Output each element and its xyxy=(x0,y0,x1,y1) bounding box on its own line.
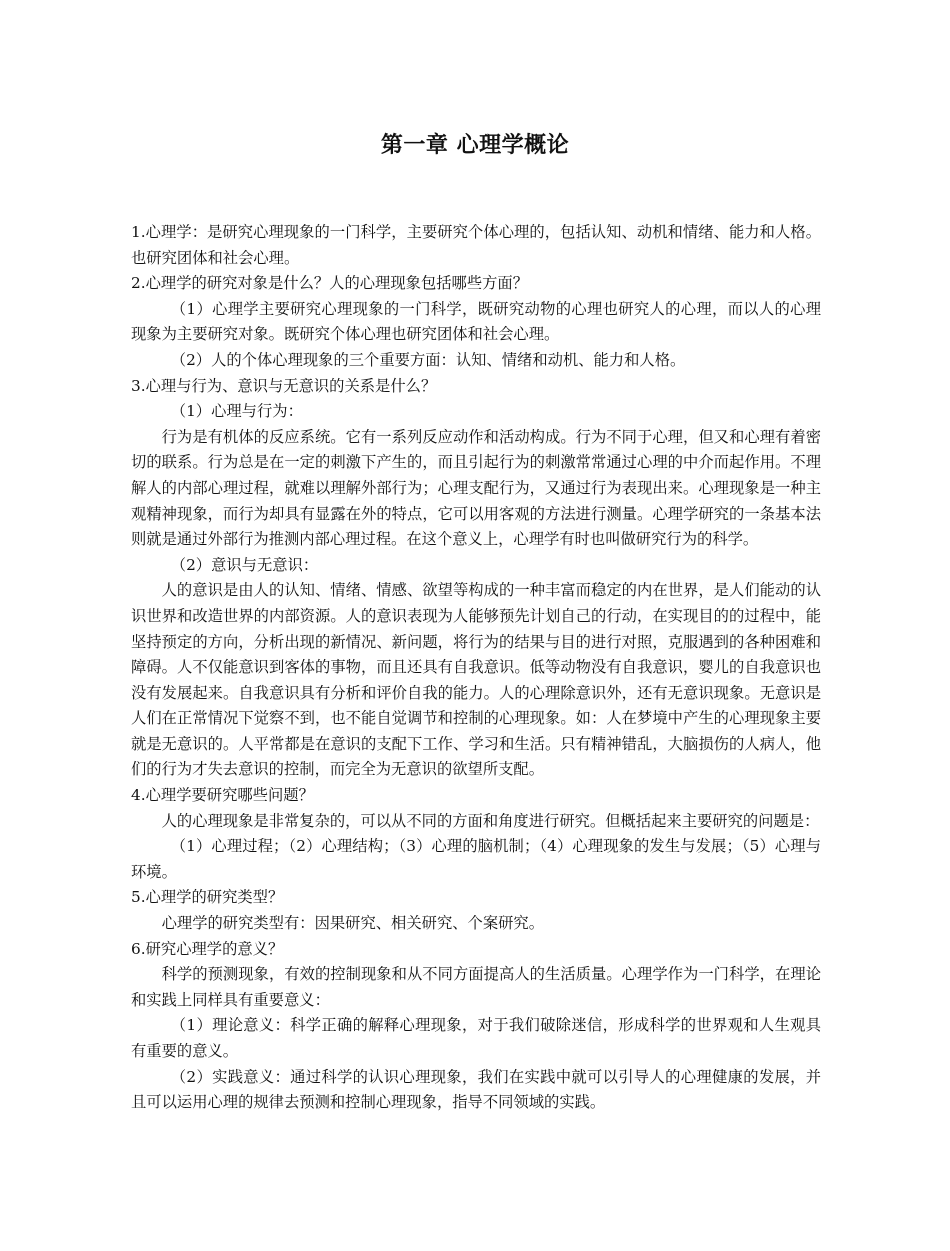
paragraph-consciousness: 人的意识是由人的认知、情绪、情感、欲望等构成的一种丰富而稳定的内在世界，是人们能动的认识世界和改造世界的内部资源。人的意识表现为人能够预先计划自己的行动，在实现目的的过程中，能坚持预定的方向，分析出现的新情况、新问题，将行为的结果与目的进行对照，克服遇到的各种困难和障碍。人不仅能意识到客体的事物，而且还具有自我意识。低等动物没有自我意识，婴儿的自我意识也没有发展起来。自我意识具有分析和评价自我的能力。人的心理除意识外，还有无意识现象。无意识是人们在正常情况下觉察不到，也不能自觉调节和控制的心理现象。如：人在梦境中产生的心理现象主要就是无意识的。人平常都是在意识的支配下工作、学习和生活。只有精神错乱，大脑损伤的人病人，他们的行为才失去意识的控制，而完全为无意识的欲望所支配。 xyxy=(131,581,821,779)
paragraph-mind-behavior: 行为是有机体的反应系统。它有一系列反应动作和活动构成。行为不同于心理，但又和心理有着密切的联系。行为总是在一定的刺激下产生的，而且引起行为的刺激常常通过心理的中介而起作用。不理解人的内部心理过程，就难以理解外部行为；心理支配行为，又通过行为表现出来。心理现象是一种主观精神现象，而行为却具有显露在外的特点，它可以用客观的方法进行测量。心理学研究的一条基本法则就是通过外部行为推测内部心理过程。在这个意义上，心理学有时也叫做研究行为的科学。 xyxy=(131,427,821,549)
question-3-heading: 3.心理与行为、意识与无意识的关系是什么？ xyxy=(131,376,437,395)
paragraph-definition: 1.心理学：是研究心理现象的一门科学，主要研究个体心理的，包括认知、动机和情绪、能力和人格。也研究团体和社会心理。 xyxy=(131,223,821,267)
answer-2-point-1: （1）心理学主要研究心理现象的一门科学，既研究动物的心理也研究人的心理，而以人的心理现象为主要研究对象。既研究个体心理也研究团体和社会心理。 xyxy=(131,299,821,344)
list-research-problems: （1）心理过程；（2）心理结构；（3）心理的脑机制；（4）心理现象的发生与发展；（5）心理与环境。 xyxy=(131,837,821,881)
answer-2-point-2: （2）人的个体心理现象的三个重要方面：认知、情绪和动机、能力和人格。 xyxy=(170,350,686,369)
question-5-heading: 5.心理学的研究类型？ xyxy=(131,888,284,907)
question-4-heading: 4.心理学要研究哪些问题？ xyxy=(131,786,314,805)
subheading-mind-behavior: （1）心理与行为： xyxy=(170,402,303,421)
subheading-consciousness: （2）意识与无意识： xyxy=(170,555,319,574)
paragraph-significance: 科学的预测现象，有效的控制现象和从不同方面提高人的生活质量。心理学作为一门科学，在理论和实践上同样具有重要意义： xyxy=(131,965,821,1009)
paragraph-research-problems: 人的心理现象是非常复杂的，可以从不同的方面和角度进行研究。但概括起来主要研究的问题是： xyxy=(161,811,820,830)
question-2-heading: 2.心理学的研究对象是什么？人的心理现象包括哪些方面？ xyxy=(131,274,529,293)
significance-theoretical: （1）理论意义：科学正确的解释心理现象，对于我们破除迷信，形成科学的世界观和人生观具有重要的意义。 xyxy=(131,1016,821,1060)
question-6-heading: 6.研究心理学的意义？ xyxy=(131,939,284,958)
significance-practical: （2）实践意义：通过科学的认识心理现象，我们在实践中就可以引导人的心理健康的发展，并且可以运用心理的规律去预测和控制心理现象，指导不同领域的实践。 xyxy=(131,1067,821,1112)
document-body xyxy=(131,220,821,1116)
paragraph-research-types: 心理学的研究类型有：因果研究、相关研究、个案研究。 xyxy=(161,914,545,933)
chapter-title: 第一章 心理学概论 xyxy=(380,133,570,158)
